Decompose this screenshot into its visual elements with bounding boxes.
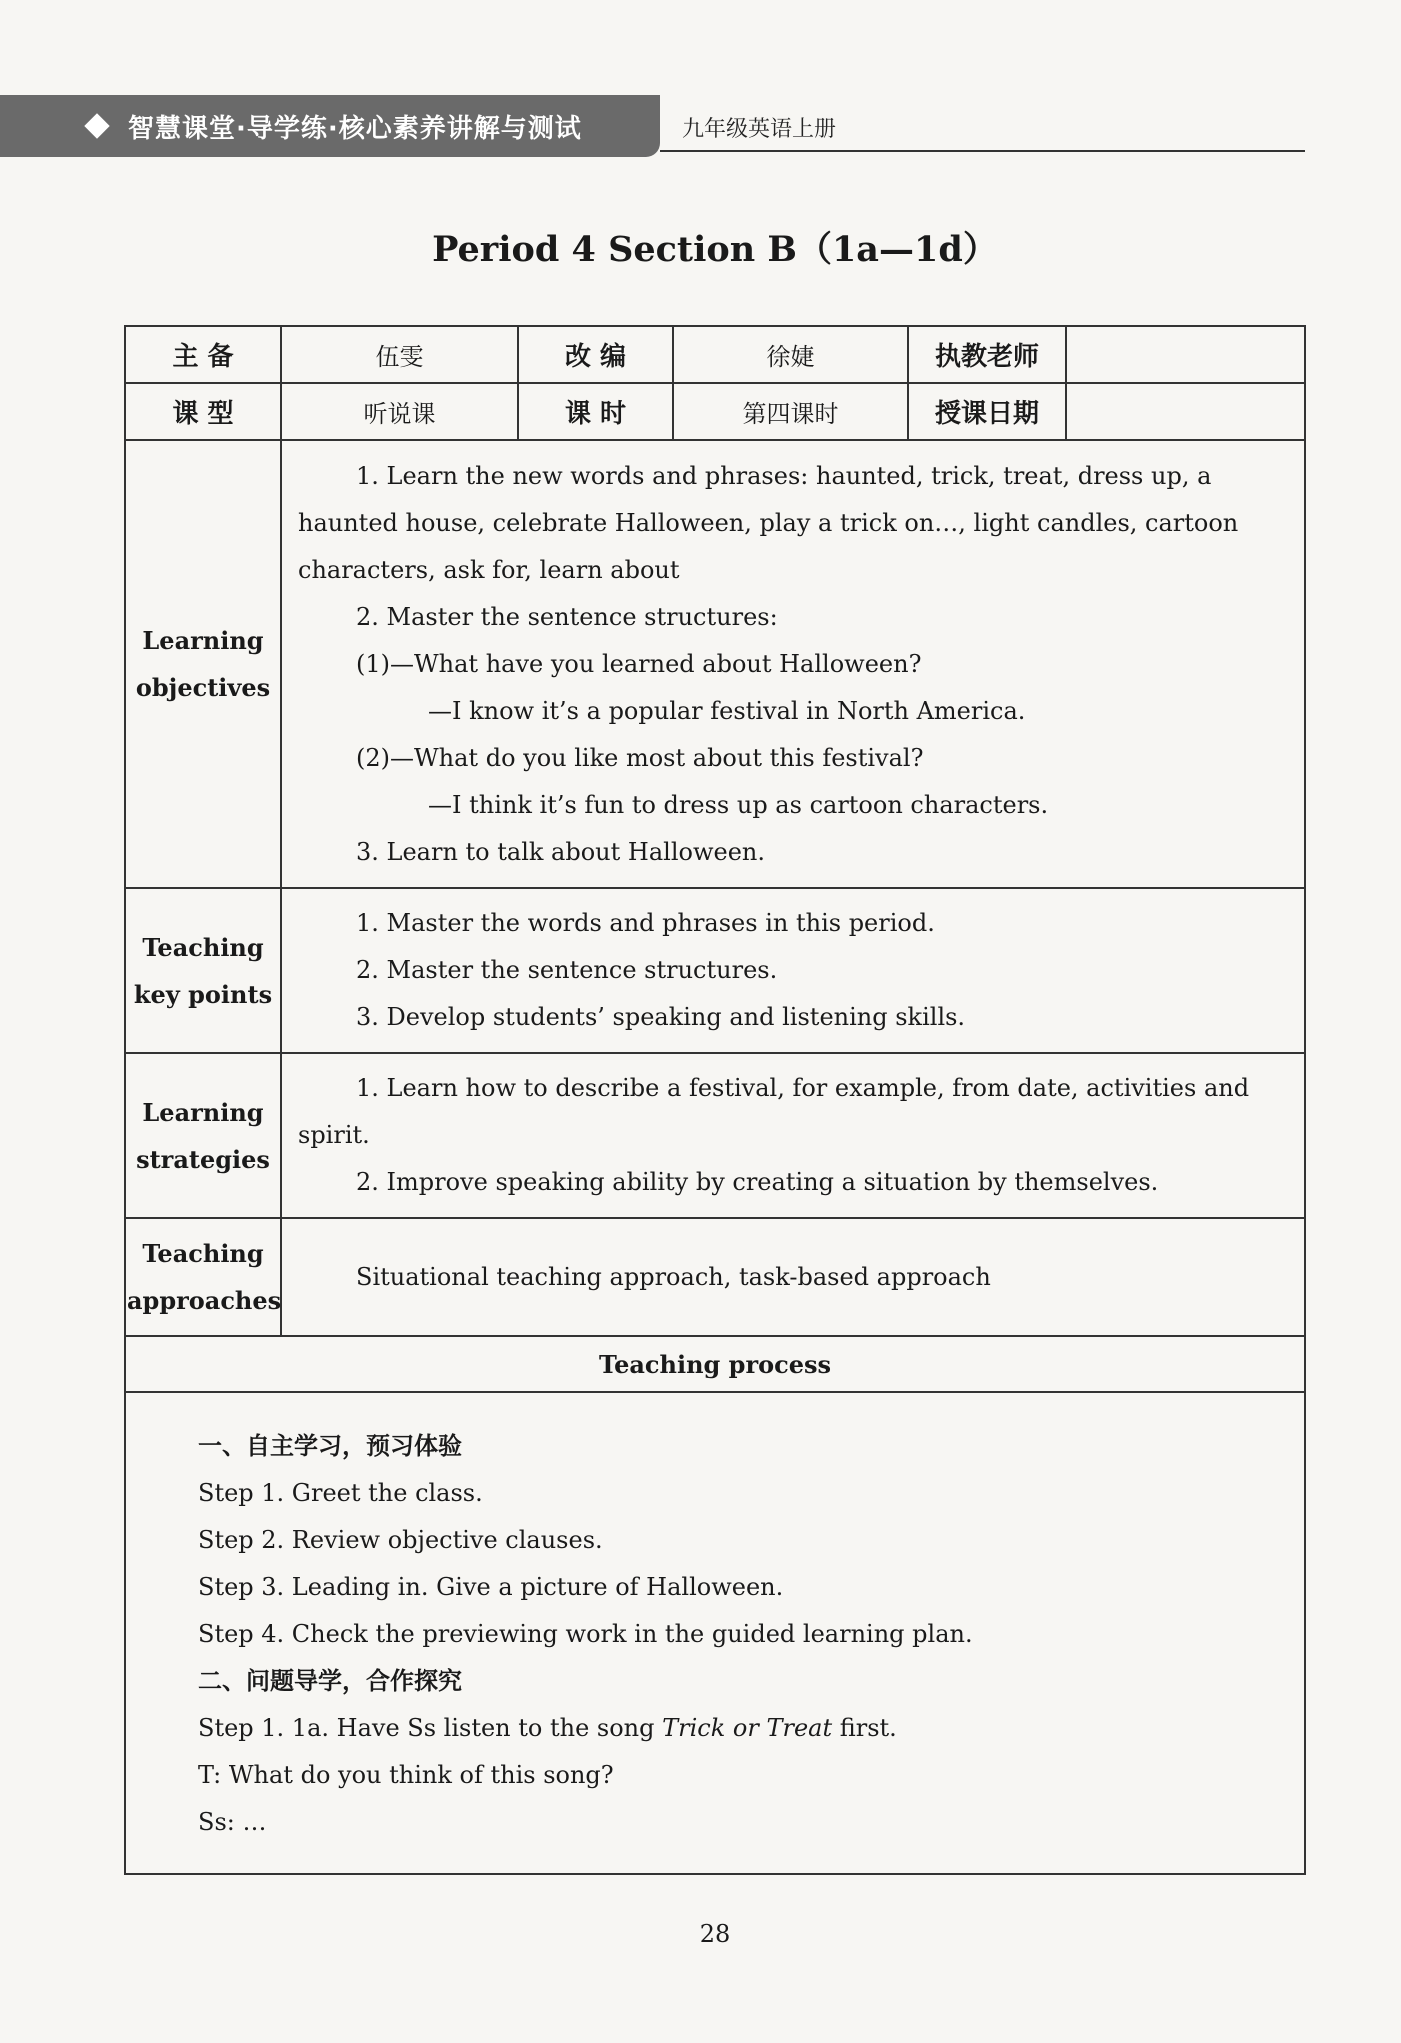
lesson-plan-table <box>124 325 1306 1875</box>
text-line: (2)—What do you like most about this festival? <box>356 743 924 772</box>
step-line <box>198 1705 1288 1752</box>
series-title: 智慧课堂·导学练·核心素养讲解与测试 <box>128 113 582 144</box>
text-line: 2. Improve speaking ability by creating a situation by themselves. <box>356 1168 1159 1196</box>
page-number: 28 <box>699 1920 731 1948</box>
key-points-content <box>281 888 1305 1053</box>
dialogue-line: T: What do you think of this song? <box>198 1761 614 1789</box>
step-prefix: Step 1. 1a. Have Ss listen to the song <box>198 1714 663 1742</box>
step-line: Step 2. Review objective clauses. <box>198 1526 603 1554</box>
text-line: Situational teaching approach, task-based approach <box>356 1262 991 1291</box>
learning-objectives-row <box>125 440 1305 888</box>
text-line: haunted house, celebrate Halloween, play a trick on…, light candles, cartoon <box>298 508 1239 537</box>
value-period: 第四课时 <box>673 383 908 440</box>
header-rule <box>660 150 1305 152</box>
learning-strategies-row <box>125 1053 1305 1218</box>
label-period: 课 时 <box>518 383 673 440</box>
info-row-1 <box>125 326 1305 383</box>
teaching-process-heading: Teaching process <box>125 1336 1305 1392</box>
diamond-icon <box>84 113 109 138</box>
text-line: —I think it’s fun to dress up as cartoon characters. <box>428 790 1049 819</box>
value-lesson-type: 听说课 <box>281 383 518 440</box>
learning-objectives-label <box>125 440 281 888</box>
learning-strategies-content <box>281 1053 1305 1218</box>
label-line: key points <box>133 979 273 1009</box>
value-main-prep: 伍雯 <box>281 326 518 383</box>
teaching-approaches-label <box>125 1218 281 1336</box>
book-title: 九年级英语上册 <box>682 117 837 142</box>
value-adapted: 徐婕 <box>673 326 908 383</box>
process-heading-row <box>125 1336 1305 1392</box>
label-line: Teaching <box>142 1239 264 1268</box>
song-title: Trick or Treat <box>662 1714 833 1742</box>
text-line: spirit. <box>298 1121 370 1149</box>
teaching-process-content <box>125 1392 1305 1874</box>
page-title: Period 4 Section B（1a—1d） <box>432 229 998 270</box>
text-line: 1. Learn how to describe a festival, for example, from date, activities and <box>356 1074 1250 1102</box>
step-line: Step 3. Leading in. Give a picture of Halloween. <box>198 1573 784 1601</box>
header-band <box>0 95 660 157</box>
step-suffix: first. <box>832 1714 897 1742</box>
label-line: Learning <box>142 1097 264 1127</box>
label-lesson-type: 课 型 <box>125 383 281 440</box>
dialogue-line: Ss: … <box>198 1808 267 1836</box>
key-points-row <box>125 888 1305 1053</box>
text-line: characters, ask for, learn about <box>298 555 680 584</box>
label-line: strategies <box>136 1144 270 1174</box>
info-row-2 <box>125 383 1305 440</box>
learning-strategies-label <box>125 1053 281 1218</box>
key-points-label <box>125 888 281 1053</box>
learning-objectives-content <box>281 440 1305 888</box>
label-line: Learning <box>142 626 264 655</box>
step-line: Step 1. Greet the class. <box>198 1479 483 1507</box>
section-heading: 二、问题导学，合作探究 <box>198 1667 462 1695</box>
label-line: objectives <box>135 673 271 702</box>
teaching-approaches-content <box>281 1218 1305 1336</box>
label-main-prep: 主 备 <box>125 326 281 383</box>
label-teacher: 执教老师 <box>908 326 1066 383</box>
process-row <box>125 1392 1305 1874</box>
text-line: (1)—What have you learned about Halloween? <box>356 649 922 678</box>
label-adapted: 改 编 <box>518 326 673 383</box>
text-line: 3. Learn to talk about Halloween. <box>356 837 765 866</box>
value-teacher <box>1066 326 1305 383</box>
text-line: 2. Master the sentence structures: <box>356 602 778 631</box>
step-line: Step 4. Check the previewing work in the guided learning plan. <box>198 1620 973 1648</box>
label-date: 授课日期 <box>908 383 1066 440</box>
label-line: approaches <box>127 1286 282 1315</box>
label-line: Teaching <box>142 932 264 962</box>
text-line: 3. Develop students’ speaking and listening skills. <box>356 1003 966 1031</box>
section-heading: 一、自主学习，预习体验 <box>198 1432 462 1460</box>
text-line: 1. Learn the new words and phrases: haunted, trick, treat, dress up, a <box>356 461 1212 490</box>
text-line: —I know it’s a popular festival in North America. <box>428 696 1026 725</box>
text-line: 1. Master the words and phrases in this period. <box>356 909 935 937</box>
text-line: 2. Master the sentence structures. <box>356 956 778 984</box>
teaching-approaches-row <box>125 1218 1305 1336</box>
value-date <box>1066 383 1305 440</box>
